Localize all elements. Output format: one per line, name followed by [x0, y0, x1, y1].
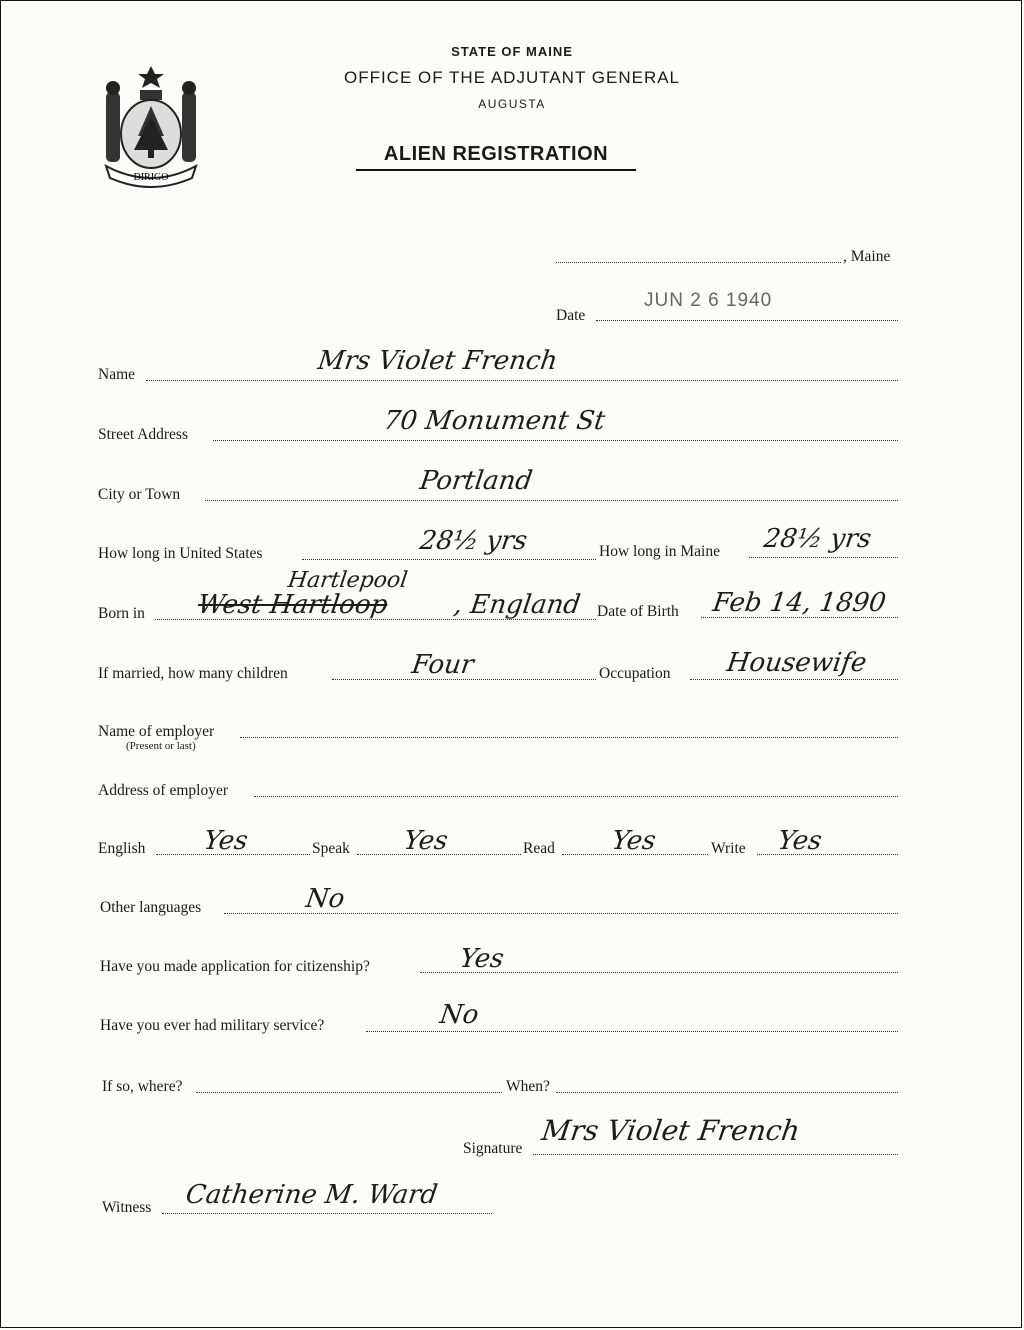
children-value[interactable]: Four: [409, 650, 476, 680]
born-country[interactable]: , England: [451, 590, 583, 620]
maine-label: , Maine: [843, 248, 891, 265]
employer-sublabel: (Present or last): [126, 740, 196, 752]
maine-long-label: How long in Maine: [599, 543, 720, 560]
read-label: Read: [523, 840, 555, 857]
other-languages-label: Other languages: [100, 899, 202, 916]
employer-address-label: Address of employer: [98, 782, 228, 799]
witness-line: [162, 1213, 492, 1214]
city-value[interactable]: Portland: [417, 466, 535, 496]
speak-label: Speak: [312, 840, 350, 857]
street-line: [213, 440, 898, 441]
military-line: [366, 1031, 898, 1032]
citizenship-value[interactable]: Yes: [457, 944, 506, 974]
state-heading: STATE OF MAINE: [451, 44, 573, 59]
english-value[interactable]: Yes: [201, 826, 250, 856]
other-languages-value[interactable]: No: [303, 884, 347, 914]
signature-line: [533, 1154, 898, 1155]
date-label: Date: [556, 307, 586, 324]
dob-value[interactable]: Feb 14, 1890: [710, 588, 888, 618]
witness-label: Witness: [102, 1199, 152, 1216]
employer-line: [240, 737, 898, 738]
read-value[interactable]: Yes: [609, 826, 658, 856]
city-line: [205, 500, 898, 501]
signature-value[interactable]: Mrs Violet French: [539, 1114, 803, 1147]
form-title: ALIEN REGISTRATION: [356, 143, 636, 171]
city-label: City or Town: [98, 486, 181, 503]
where-label: If so, where?: [102, 1078, 183, 1095]
employer-label: Name of employer: [98, 723, 215, 740]
signature-label: Signature: [463, 1140, 523, 1157]
born-correction[interactable]: Hartlepool: [286, 568, 410, 593]
street-value[interactable]: 70 Monument St: [381, 406, 607, 436]
write-label: Write: [711, 840, 746, 857]
when-line: [556, 1092, 898, 1093]
children-label: If married, how many children: [98, 665, 288, 682]
street-label: Street Address: [98, 426, 188, 443]
us-long-line: [302, 559, 596, 560]
military-value[interactable]: No: [437, 1000, 481, 1030]
date-line: [596, 320, 898, 321]
name-line: [146, 380, 898, 381]
employer-address-line: [254, 796, 898, 797]
maine-long-line: [749, 557, 898, 558]
name-value[interactable]: Mrs Violet French: [315, 346, 560, 376]
english-label: English: [98, 840, 146, 857]
us-long-label: How long in United States: [98, 545, 263, 562]
place-line: [556, 262, 841, 263]
speak-value[interactable]: Yes: [401, 826, 450, 856]
occupation-label: Occupation: [599, 665, 671, 682]
occupation-value[interactable]: Housewife: [724, 648, 869, 678]
name-label: Name: [98, 366, 136, 383]
date-stamp: JUN 2 6 1940: [644, 290, 773, 311]
witness-value[interactable]: Catherine M. Ward: [183, 1180, 440, 1210]
born-struck[interactable]: West Hartloop: [195, 590, 390, 620]
maine-long-value[interactable]: 28½ yrs: [761, 524, 874, 554]
us-long-value[interactable]: 28½ yrs: [417, 526, 530, 556]
dob-label: Date of Birth: [597, 603, 679, 620]
when-label: When?: [506, 1078, 550, 1095]
where-line: [196, 1092, 502, 1093]
city-heading: AUGUSTA: [478, 97, 546, 111]
citizenship-label: Have you made application for citizenship?: [100, 958, 370, 975]
occupation-line: [690, 679, 898, 680]
svg-text:DIRIGO: DIRIGO: [133, 172, 169, 183]
military-label: Have you ever had military service?: [100, 1017, 325, 1034]
write-value[interactable]: Yes: [775, 826, 824, 856]
office-heading: OFFICE OF THE ADJUTANT GENERAL: [343, 68, 681, 87]
born-label: Born in: [98, 605, 145, 622]
